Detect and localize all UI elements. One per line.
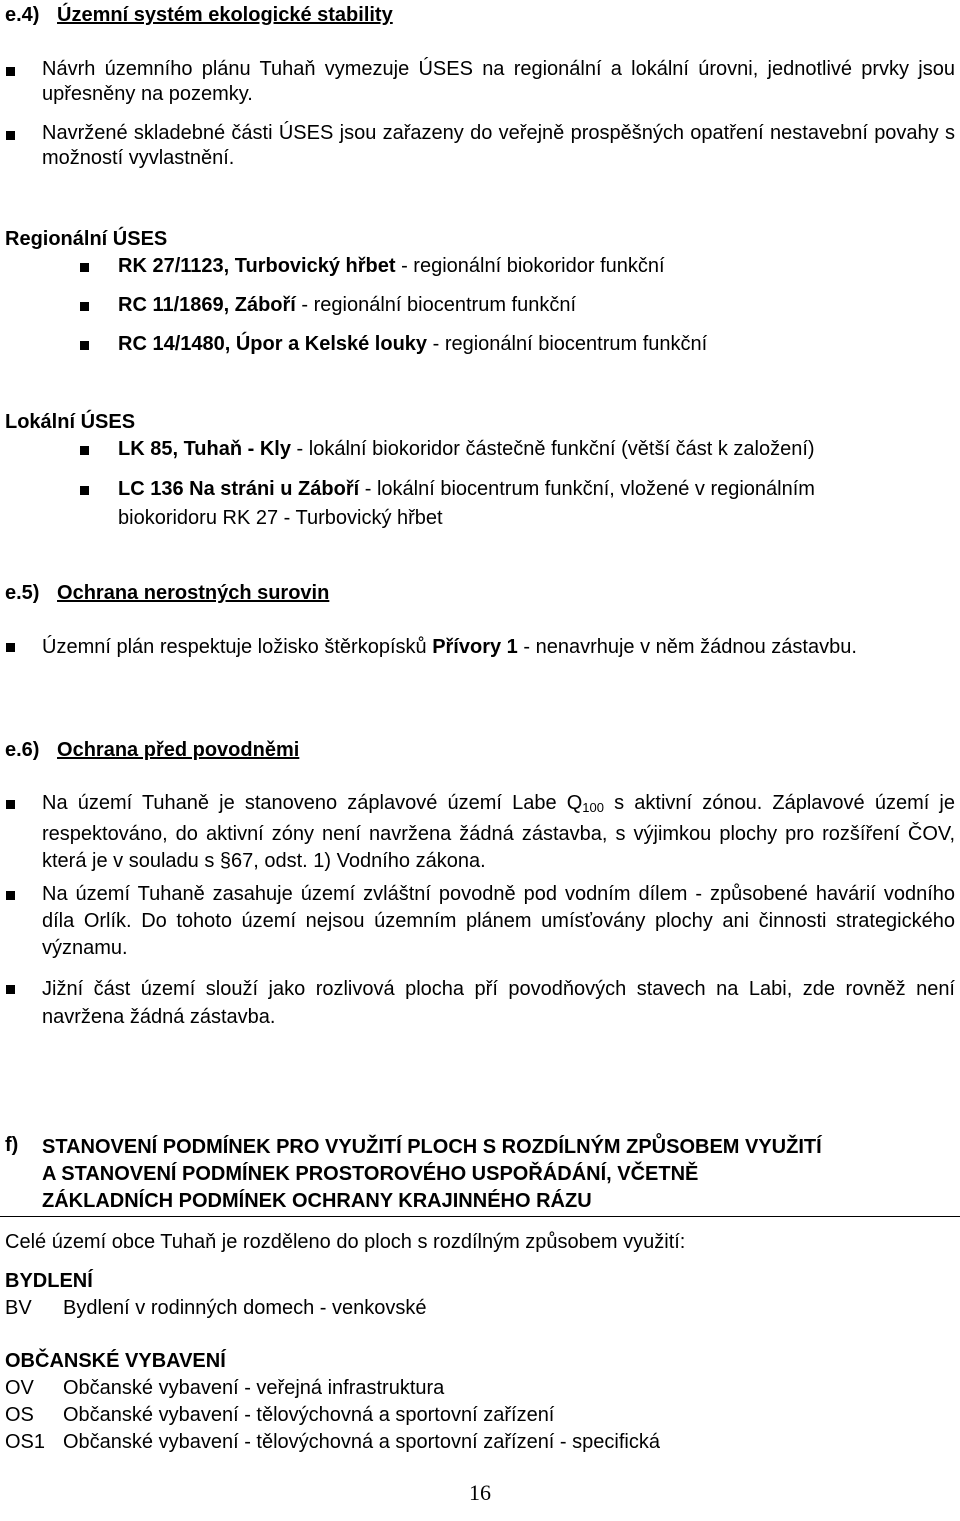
bullet-icon <box>6 985 15 994</box>
regional-item-2-name: RC 11/1869, Záboří <box>118 294 296 316</box>
regional-item-3-name: RC 14/1480, Úpor a Kelské louky <box>118 333 428 355</box>
e6-bullet-1-text: Na území Tuhaně je stanoveno záplavové území Labe Q <box>42 792 583 814</box>
bullet-icon <box>80 302 89 311</box>
e6-bullet-1-text-2: s aktivní zónou. Záplavové území je respektováno, do aktivní zóny není navržena žádná zástavba, s výjimkou plochy pro rozšíření ČOV, která je v souladu s §67, odst. 1) Vodního zákona. <box>42 792 955 872</box>
bydleni-heading: BYDLENÍ <box>5 1270 93 1292</box>
bullet-icon <box>80 486 89 495</box>
local-item-2-name: LC 136 Na stráni u Záboří <box>118 478 360 500</box>
e5-bullet-deposit: Přívory 1 <box>432 636 518 658</box>
local-item-2-desc: - lokální biocentrum funkční, vložené v regionálním <box>359 478 815 500</box>
e6-bullet-1 <box>42 790 955 875</box>
section-f-title <box>42 1134 822 1215</box>
bullet-icon <box>80 446 89 455</box>
land-use-description: Občanské vybavení - tělovýchovná a sportovní zařízení - specifická <box>63 1431 660 1453</box>
regional-item-1-name: RK 27/1123, Turbovický hřbet <box>118 255 396 277</box>
bullet-icon <box>6 891 15 900</box>
section-e5-title: Ochrana nerostných surovin <box>57 582 330 604</box>
local-item-1 <box>118 435 815 463</box>
bullet-icon <box>6 131 15 140</box>
e5-bullet <box>42 633 955 662</box>
land-use-row-bv <box>5 1297 427 1320</box>
section-e4-heading <box>5 4 393 27</box>
land-use-code: OV <box>5 1377 34 1399</box>
e6-bullet-1-subscript: 100 <box>582 800 604 815</box>
regional-item-3-desc: - regionální biocentrum funkční <box>427 333 708 355</box>
bullet-icon <box>6 67 15 76</box>
local-item-1-desc: - lokální biokoridor částečně funkční (větší část k založení) <box>290 438 815 460</box>
e5-bullet-text-2: - nenavrhuje v něm žádnou zástavbu. <box>517 636 857 658</box>
regional-item-3 <box>118 330 707 358</box>
section-f-title-line-1: STANOVENÍ PODMÍNEK PRO VYUŽITÍ PLOCH S ROZDÍLNÝM ZPŮSOBEM VYUŽITÍ <box>42 1136 822 1158</box>
section-divider <box>0 1216 960 1217</box>
e4-bullet-1: Návrh územního plánu Tuhaň vymezuje ÚSES na regionální a lokální úrovni, jednotlivé prvky jsou upřesněny na pozemky. <box>42 58 955 105</box>
bullet-icon <box>80 263 89 272</box>
bullet-icon <box>6 800 15 809</box>
land-use-row-ov <box>5 1377 444 1400</box>
e5-bullet-text-1: Územní plán respektuje ložisko štěrkopísků <box>42 636 433 658</box>
section-e6-heading <box>5 739 299 762</box>
section-e5-heading <box>5 582 329 605</box>
local-item-1-name: LK 85, Tuhaň - Kly <box>118 438 291 460</box>
section-e6-title: Ochrana před povodněmi <box>57 739 300 761</box>
section-e5-number: e.5) <box>5 582 40 604</box>
local-item-2-line2: biokoridoru RK 27 - Turbovický hřbet <box>118 507 443 529</box>
land-use-description: Občanské vybavení - veřejná infrastruktura <box>63 1377 445 1399</box>
regional-uses-heading: Regionální ÚSES <box>5 228 168 250</box>
bullet-icon <box>80 341 89 350</box>
land-use-row-os <box>5 1404 554 1427</box>
land-use-description: Občanské vybavení - tělovýchovná a sportovní zařízení <box>63 1404 555 1426</box>
section-e4-number: e.4) <box>5 4 40 26</box>
obcanske-heading: OBČANSKÉ VYBAVENÍ <box>5 1350 226 1372</box>
bullet-icon <box>6 643 15 652</box>
e4-bullet-2: Navržené skladebné části ÚSES jsou zařazeny do veřejně prospěšných opatření nestavební povahy s možností vyvlastnění. <box>42 122 955 169</box>
regional-item-2-desc: - regionální biocentrum funkční <box>295 294 577 316</box>
e6-bullet-2: Na území Tuhaně zasahuje území zvláštní povodně pod vodním dílem - způsobené havárií vodního díla Orlík. Do tohoto území nejsou územním plánem umísťovány plochy ani činnosti strategického významu. <box>42 883 955 959</box>
e6-bullet-3: Jižní část území slouží jako rozlivová plocha pří povodňových stavech na Labi, zde rovněž není navržena žádná zástavba. <box>42 978 955 1028</box>
land-use-code: OS <box>5 1404 34 1426</box>
regional-item-1 <box>118 252 665 280</box>
section-e4-title: Územní systém ekologické stability <box>57 4 393 26</box>
land-use-description: Bydlení v rodinných domech - venkovské <box>63 1297 427 1319</box>
local-uses-heading: Lokální ÚSES <box>5 411 136 433</box>
section-f-intro: Celé území obce Tuhaň je rozděleno do ploch s rozdílným způsobem využití: <box>5 1231 686 1253</box>
land-use-code: OS1 <box>5 1431 46 1453</box>
land-use-code: BV <box>5 1297 32 1319</box>
section-f-number: f) <box>5 1134 19 1156</box>
local-item-2 <box>118 475 815 503</box>
section-e6-number: e.6) <box>5 739 40 761</box>
section-f-title-line-3: ZÁKLADNÍCH PODMÍNEK OCHRANY KRAJINNÉHO RÁZU <box>42 1190 592 1212</box>
land-use-row-os1 <box>5 1431 660 1454</box>
section-f-title-line-2: A STANOVENÍ PODMÍNEK PROSTOROVÉHO USPOŘÁDÁNÍ, VČETNĚ <box>42 1163 699 1185</box>
page-number: 16 <box>469 1480 491 1505</box>
regional-item-1-desc: - regionální biokoridor funkční <box>395 255 665 277</box>
regional-item-2 <box>118 291 576 319</box>
